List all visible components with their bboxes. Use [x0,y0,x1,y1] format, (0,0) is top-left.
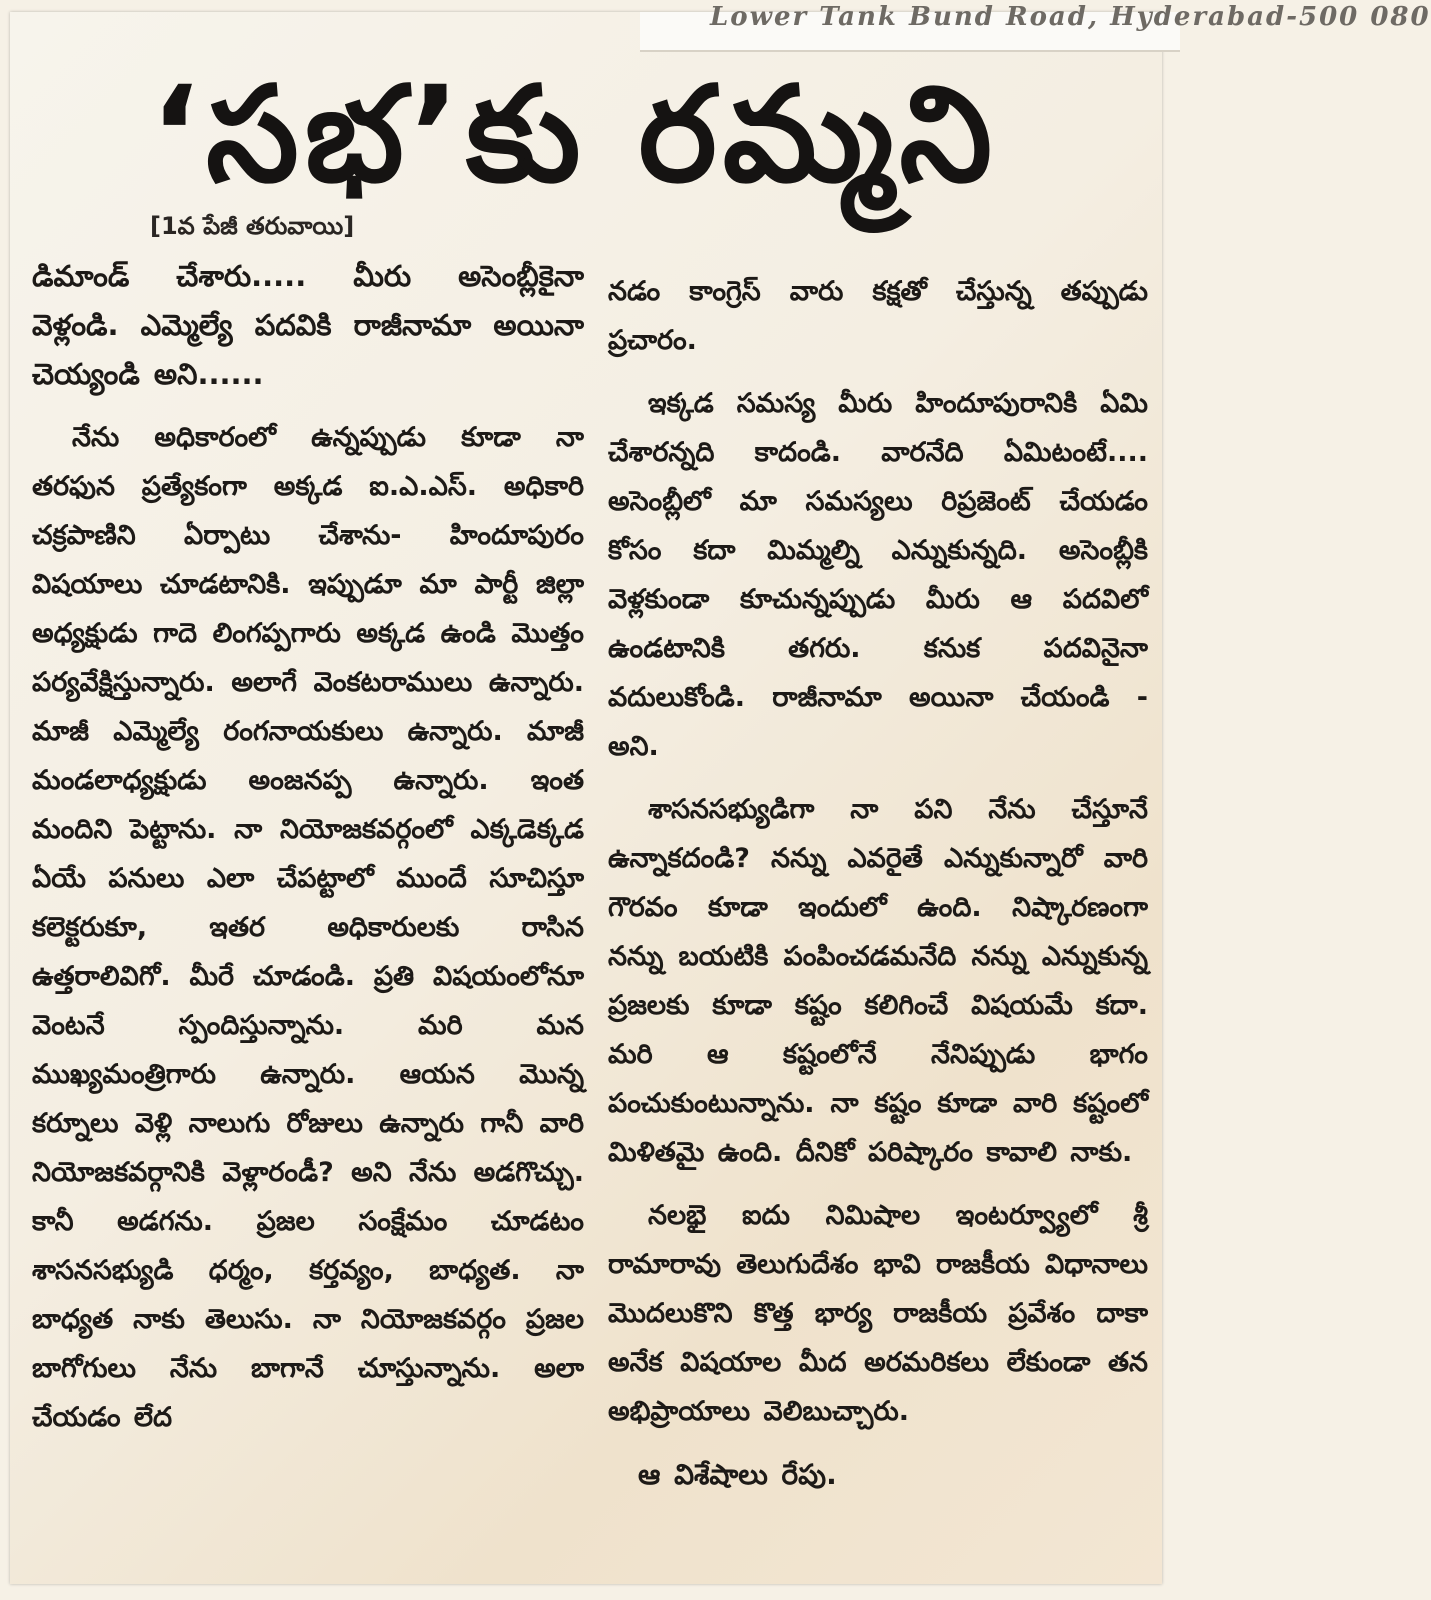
continued-from-label: [1వ పేజీ తరువాయి] [150,212,355,240]
article-paragraph: ఇక్కడ సమస్య మీరు హిందూపురానికి ఏమి చేశారన్నది కాదండి. వారనేది ఏమిటంటే.... అసెంబ్లీలో మా సమస్యలు రిప్రజెంట్ చేయడం కోసం కదా మిమ్మల్ని ఎన్నుకున్నది. అసెంబ్లీకి వెళ్లకుండా కూచున్నప్పుడు మీరు ఆ పదవిలో ఉండటానికి తగరు. కనుక పదవినైనా వదులుకోండి. రాజీనామా అయినా చేయండి - అని. [608,388,1148,762]
article-paragraph: నలభై ఐదు నిమిషాల ఇంటర్వ్యూలో శ్రీ రామారావు తెలుగుదేశం భావి రాజకీయ విధానాలు మొదలుకొని కొత్త భార్య రాజకీయ ప్రవేశం దాకా అనేక విషయాల మీద అరమరికలు లేకుండా తన అభిప్రాయాలు వెలిబుచ్చారు. [608,1200,1148,1427]
article-paragraph: నడం కాంగ్రెస్ వారు కక్షతో చేస్తున్న తప్పుడు ప్రచారం. [608,276,1148,356]
masthead-fragment-text: Lower Tank Bund Road, Hyderabad-500 080 [710,2,1431,32]
article-signoff: ఆ విశేషాలు రేపు. [638,1458,837,1491]
left-column [32,252,584,1572]
article-paragraph: డిమాండ్ చేశారు..... మీరు అసెంబ్లీకైనా వెళ్లండి. ఎమ్మెల్యే పదవికి రాజీనామా అయినా చెయ్యండి అని...... [32,259,584,391]
article-paragraph: నేను అధికారంలో ఉన్నప్పుడు కూడా నా తరఫున ప్రత్యేకంగా అక్కడ ఐ.ఎ.ఎస్. అధికారి చక్రపాణిని ఏర్పాటు చేశాను- హిందూపురం విషయాలు చూడటానికి. ఇప్పుడూ మా పార్టీ జిల్లా అధ్యక్షుడు గాదె లింగప్పగారు అక్కడ ఉండి మొత్తం పర్యవేక్షిస్తున్నారు. అలాగే వెంకటరాములు ఉన్నారు. మాజీ ఎమ్మెల్యే రంగనాయకులు ఉన్నారు. మాజీ మండలాధ్యక్షుడు అంజనప్ప ఉన్నారు. ఇంత మందిని పెట్టాను. నా నియోజకవర్గంలో ఎక్కడెక్కడ ఏయే పనులు ఎలా చేపట్టాలో ముందే సూచిస్తూ కలెక్టరుకూ, ఇతర అధికారులకు రాసిన ఉత్తరాలివిగో. మీరే చూడండి. ప్రతి విషయంలోనూ వెంటనే స్పందిస్తున్నాను. మరి మన ముఖ్యమంత్రిగారు ఉన్నారు. ఆయన మొన్న కర్నూలు వెళ్లి నాలుగు రోజులు ఉన్నారు గానీ వారి నియోజకవర్గానికి వెళ్లారండీ? అని నేను అడగొచ్చు. కానీ అడగను. ప్రజల సంక్షేమం చూడటం శాసనసభ్యుడి ధర్మం, కర్తవ్యం, బాధ్యత. నా బాధ్యత నాకు తెలుసు. నా నియోజకవర్గం ప్రజల బాగోగులు నేను బాగానే చూస్తున్నాను. అలా చేయడం లేద [32,422,584,1433]
newspaper-clipping [10,2,1431,1584]
article-paragraph: శాసనసభ్యుడిగా నా పని నేను చేస్తూనే ఉన్నాకదండి? నన్ను ఎవరైతే ఎన్నుకున్నారో వారి గౌరవం కూడా ఇందులో ఉంది. నిష్కారణంగా నన్ను బయటికి పంపించడమనేది నన్ను ఎన్నుకున్న ప్రజలకు కూడా కష్టం కలిగించే విషయమే కదా. మరి ఆ కష్టంలోనే నేనిప్పుడు భాగం పంచుకుంటున్నాను. నా కష్టం కూడా వారి కష్టంలో మిళితమై ఉంది. దీనికో పరిష్కారం కావాలి నాకు. [608,794,1148,1168]
right-column [608,267,1148,1587]
headline: ‘సభ’కు రమ్మని [150,58,999,212]
